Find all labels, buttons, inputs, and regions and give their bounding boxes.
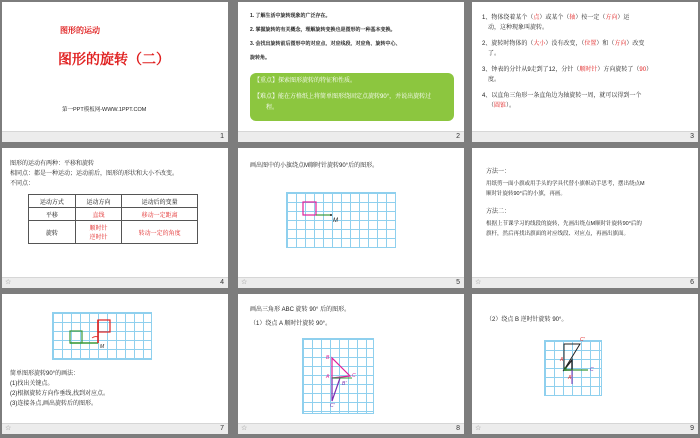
q1-answer-2: 轴 bbox=[569, 15, 576, 21]
table-row bbox=[29, 208, 198, 221]
q3-answer-1: 顺时针 bbox=[579, 67, 598, 73]
table-cell: 旋转 bbox=[29, 221, 76, 244]
table-header: 运动方式 bbox=[29, 195, 76, 208]
label-m: M bbox=[333, 218, 338, 224]
step-3: (3)连接各点,画出旋转后的图形。 bbox=[10, 401, 98, 407]
slide-number: 7 bbox=[220, 425, 224, 432]
table-header: 运动方向 bbox=[75, 195, 122, 208]
flag-rotation-figure bbox=[52, 312, 162, 360]
star-icon: ☆ bbox=[475, 425, 482, 432]
slide-number: 4 bbox=[220, 279, 224, 286]
table-cell: 平移 bbox=[29, 208, 76, 221]
vertex-a: A bbox=[560, 357, 564, 363]
slide-6[interactable] bbox=[472, 148, 698, 288]
q1-text-d: ）运 bbox=[617, 15, 630, 21]
method-2-text: 根据上节课学习的线段的旋转，先画出绕点M顺时针旋转90°后的 bbox=[486, 221, 642, 227]
slide-footer bbox=[2, 131, 228, 142]
diff-text-2: 程。 bbox=[266, 105, 279, 111]
slide-footer bbox=[238, 131, 464, 142]
method-2-text-2: 旗杆，然后再找出旗面的对应线段、对应点，再画出旗面。 bbox=[486, 231, 630, 237]
step-1: (1)找出关键点。 bbox=[10, 381, 54, 387]
slide-footer bbox=[238, 277, 464, 288]
star-icon: ☆ bbox=[5, 425, 12, 432]
table-cell: 移动一定距离 bbox=[122, 208, 198, 221]
site-text: 第一PPT模板网-WWW.1PPT.COM bbox=[62, 107, 147, 113]
key-text: 探索图形旋转的特征和性质。 bbox=[278, 78, 357, 84]
instruction-text: 画出图中的小旗绕点M顺时针旋转90°后的图形。 bbox=[250, 163, 379, 169]
vertex-a-prime: A' bbox=[568, 375, 573, 381]
q3-text-c: ） bbox=[646, 67, 653, 73]
key-label-text: 【重点】 bbox=[254, 78, 279, 84]
table-cell: 直线 bbox=[75, 208, 122, 221]
q1-answer-3: 方向 bbox=[605, 15, 618, 21]
slide-footer bbox=[472, 131, 698, 142]
sub-instruction: （1）绕点 A 顺时针旋转 90°。 bbox=[250, 321, 332, 327]
slide-9[interactable] bbox=[472, 294, 698, 434]
q3-text-b: ）方向旋转了（ bbox=[597, 67, 640, 73]
q2-answer-1: 大小 bbox=[533, 41, 546, 47]
objective-3: 3. 会找出旋转前后图形中的对应点、对应线段、对应角、旋转中心、 bbox=[250, 41, 401, 47]
q4-line-b bbox=[488, 102, 515, 111]
q3-line bbox=[482, 66, 652, 75]
q1-text-a: 1、物体绕着某个（ bbox=[482, 15, 534, 21]
vertex-c-prime: C' bbox=[580, 337, 585, 343]
objective-3b: 旋转角。 bbox=[250, 55, 271, 61]
label-m: M bbox=[100, 344, 105, 350]
slide-7[interactable] bbox=[2, 294, 228, 434]
q2-text-c: ）和（ bbox=[596, 41, 615, 47]
q2-answer-2: 位置 bbox=[584, 41, 597, 47]
slide-number: 3 bbox=[690, 133, 694, 140]
q2-text-b: ）没有改变，（ bbox=[545, 41, 585, 47]
same-text: 相同点：都是一种运动；运动前后，图形的形状和大小不改变。 bbox=[10, 171, 179, 177]
slide-number: 6 bbox=[690, 279, 694, 286]
objective-1: 1. 了解生活中旋转现象的广泛存在。 bbox=[250, 13, 331, 19]
q3-answer-2: 90 bbox=[639, 67, 647, 73]
q2-line-b: 了。 bbox=[488, 51, 501, 57]
step-2: (2)根据旋转方向作垂线,找到对应点。 bbox=[10, 391, 110, 397]
slide-5[interactable] bbox=[238, 148, 464, 288]
table-row bbox=[29, 221, 198, 244]
q4-text-b: ）。 bbox=[506, 103, 516, 109]
slide-2[interactable] bbox=[238, 2, 464, 142]
vertex-a: A bbox=[326, 374, 330, 380]
q4-text-a: （ bbox=[488, 103, 495, 109]
method-1-text: 用纸剪一面小旗或用手头的学具代替小旗帜动手思考，摆出绕点M bbox=[486, 181, 645, 187]
diff-text: 能在方格纸上将简单图形绕固定点旋转90°，并说出旋转过 bbox=[278, 94, 432, 100]
slide-number: 5 bbox=[456, 279, 460, 286]
slide-number: 1 bbox=[220, 133, 224, 140]
slide-footer bbox=[472, 277, 698, 288]
slide-subtitle: 图形的运动 bbox=[60, 26, 100, 35]
slide-footer bbox=[238, 423, 464, 434]
star-icon: ☆ bbox=[241, 279, 248, 286]
q2-text-d: ）改变 bbox=[626, 41, 645, 47]
q1-line bbox=[482, 14, 629, 23]
q3-text-a: 3、钟表的分针从9走到了12，分针（ bbox=[482, 67, 580, 73]
q1-answer-1: 点 bbox=[533, 15, 540, 21]
q1-text-c: ）按一定（ bbox=[575, 15, 606, 21]
slide-title: 图形的旋转（二） bbox=[58, 51, 170, 67]
table-header: 运动后的变量 bbox=[122, 195, 198, 208]
slide-footer bbox=[472, 423, 698, 434]
slide-number: 8 bbox=[456, 425, 460, 432]
method-1-text-2: 顺时针旋转90°后的小旗，再画。 bbox=[486, 191, 566, 197]
slide-footer bbox=[2, 277, 228, 288]
star-icon: ☆ bbox=[475, 279, 482, 286]
q2-text-a: 2、旋转时物体的（ bbox=[482, 41, 534, 47]
triangle-figure bbox=[302, 338, 374, 414]
vertex-b: B bbox=[564, 367, 568, 373]
q2-line bbox=[482, 40, 644, 49]
sub-instruction: （2）绕点 B 逆时针旋转 90°。 bbox=[486, 317, 568, 323]
dir-ccw: 逆时针 bbox=[89, 235, 108, 241]
motion-table bbox=[28, 194, 198, 244]
steps-title: 简单图形旋转90°的画法： bbox=[10, 371, 80, 377]
slide-number: 2 bbox=[456, 133, 460, 140]
slide-4[interactable] bbox=[2, 148, 228, 288]
key-label bbox=[254, 77, 356, 86]
slide-8[interactable] bbox=[238, 294, 464, 434]
q4-line: 4、以直角三角形一条直角边为轴旋转一周，就可以得到一个 bbox=[482, 93, 642, 99]
flag-figure bbox=[286, 192, 406, 248]
star-icon: ☆ bbox=[241, 425, 248, 432]
objective-2: 2. 掌握旋转的有关概念，理解旋转变换也是图形的一种基本变换。 bbox=[250, 27, 396, 33]
diff-label bbox=[254, 93, 431, 102]
instruction-text: 画出三角形 ABC 旋转 90° 后的图形。 bbox=[250, 307, 351, 313]
diff-label-text: 【难点】 bbox=[254, 94, 279, 100]
q4-answer: 圆锥 bbox=[494, 103, 507, 109]
vertex-b-prime: B' bbox=[342, 381, 347, 387]
vertex-c: C bbox=[590, 367, 594, 373]
q2-answer-3: 方向 bbox=[614, 41, 627, 47]
table-cell: 转动一定的角度 bbox=[122, 221, 198, 244]
q1-text-b: ）或某个（ bbox=[539, 15, 570, 21]
q1-line-b: 动，这种现象叫旋转。 bbox=[488, 25, 549, 31]
star-icon: ☆ bbox=[5, 279, 12, 286]
vertex-c-prime: C' bbox=[330, 403, 335, 409]
diff-text: 不同点： bbox=[10, 181, 35, 187]
slide-number: 9 bbox=[690, 425, 694, 432]
slide-3[interactable] bbox=[472, 2, 698, 142]
intro-text: 图形的运动有两种：平移和旋转 bbox=[10, 161, 95, 167]
vertex-b: B bbox=[326, 355, 330, 361]
method-2-title: 方法二： bbox=[486, 209, 511, 215]
table-cell bbox=[75, 221, 122, 244]
vertex-c: C bbox=[352, 373, 356, 379]
slide-1[interactable] bbox=[2, 2, 228, 142]
method-1-title: 方法一： bbox=[486, 169, 511, 175]
q3-line-b: 度。 bbox=[488, 77, 501, 83]
slide-footer bbox=[2, 423, 228, 434]
table-header-row bbox=[29, 195, 198, 208]
dir-cw: 顺时针 bbox=[89, 226, 108, 232]
